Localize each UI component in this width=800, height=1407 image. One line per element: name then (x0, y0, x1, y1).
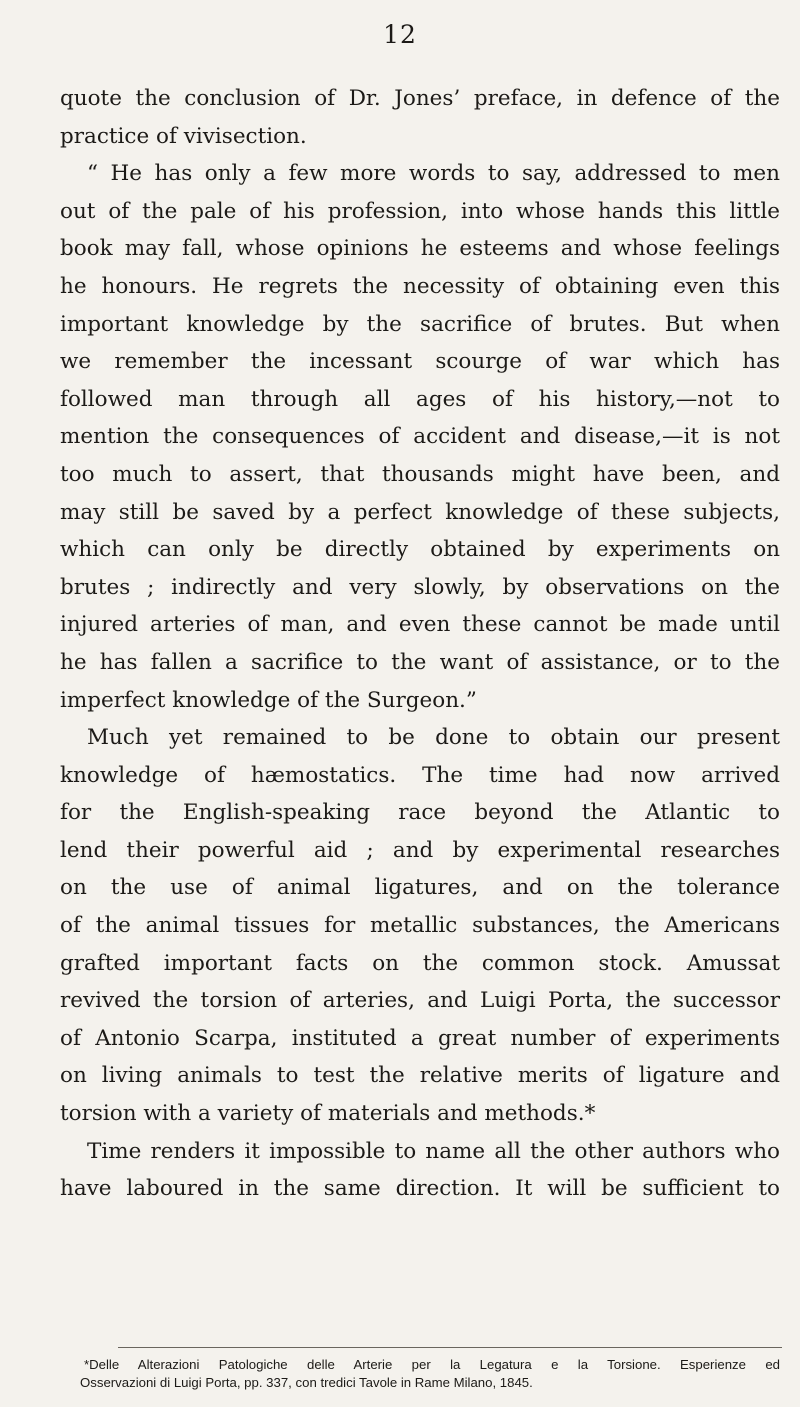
text-line: important knowledge by the sacrifice of brutes. But when (60, 311, 780, 337)
text-line: imperfect knowledge of the Surgeon.” (60, 687, 477, 713)
text-line: followed man through all ages of his history,—not to (60, 386, 780, 412)
text-line: too much to assert, that thousands might have been, and (60, 461, 780, 487)
text-line: Much yet remained to be done to obtain our present (87, 725, 780, 751)
text-line: brutes ; indirectly and very slowly, by observations on the (60, 574, 780, 600)
text-line: torsion with a variety of materials and methods.* (60, 1101, 596, 1127)
text-line: book may fall, whose opinions he esteems and whose feelings (60, 236, 780, 262)
text-line: Time renders it impossible to name all the other authors who (87, 1138, 780, 1164)
text-line: on living animals to test the relative merits of ligature and (60, 1063, 780, 1089)
text-line: we remember the incessant scourge of war which has (60, 349, 780, 375)
text-line: he has fallen a sacrifice to the want of assistance, or to the (60, 649, 780, 675)
text-line: practice of vivisection. (60, 123, 307, 149)
footnote-divider (118, 1347, 782, 1348)
text-line: knowledge of hæmostatics. The time had now arrived (60, 762, 780, 788)
text-line: injured arteries of man, and even these cannot be made until (60, 612, 780, 638)
text-line: out of the pale of his profession, into whose hands this little (60, 198, 780, 224)
text-line: may still be saved by a perfect knowledge of these subjects, (60, 499, 780, 525)
text-line: he honours. He regrets the necessity of obtaining even this (60, 273, 780, 299)
text-line: lend their powerful aid ; and by experimental researches (60, 837, 780, 863)
text-line: revived the torsion of arteries, and Luigi Porta, the successor (60, 988, 780, 1014)
text-line: on the use of animal ligatures, and on the tolerance (60, 875, 780, 901)
page-number: 12 (383, 20, 417, 49)
footnote-line: Osservazioni di Luigi Porta, pp. 337, con tredici Tavole in Rame Milano, 1845. (80, 1375, 533, 1390)
text-line: “ He has only a few more words to say, addressed to men (87, 161, 780, 187)
footnote-line: *Delle Alterazioni Patologiche delle Arterie per la Legatura e la Torsione. Esperienze ed (84, 1357, 780, 1372)
text-line: for the English-speaking race beyond the Atlantic to (60, 800, 780, 826)
text-line: of Antonio Scarpa, instituted a great number of experiments (60, 1025, 780, 1051)
body-text (60, 80, 780, 1208)
text-line: which can only be directly obtained by experiments on (60, 537, 780, 563)
text-line: grafted important facts on the common stock. Amussat (60, 950, 780, 976)
footnote (80, 1356, 780, 1392)
text-line: quote the conclusion of Dr. Jones’ preface, in defence of the (60, 86, 780, 111)
text-line: of the animal tissues for metallic substances, the Americans (60, 913, 780, 939)
text-line: have laboured in the same direction. It will be sufficient to (60, 1176, 780, 1202)
text-line: mention the consequences of accident and disease,—it is not (60, 424, 780, 450)
